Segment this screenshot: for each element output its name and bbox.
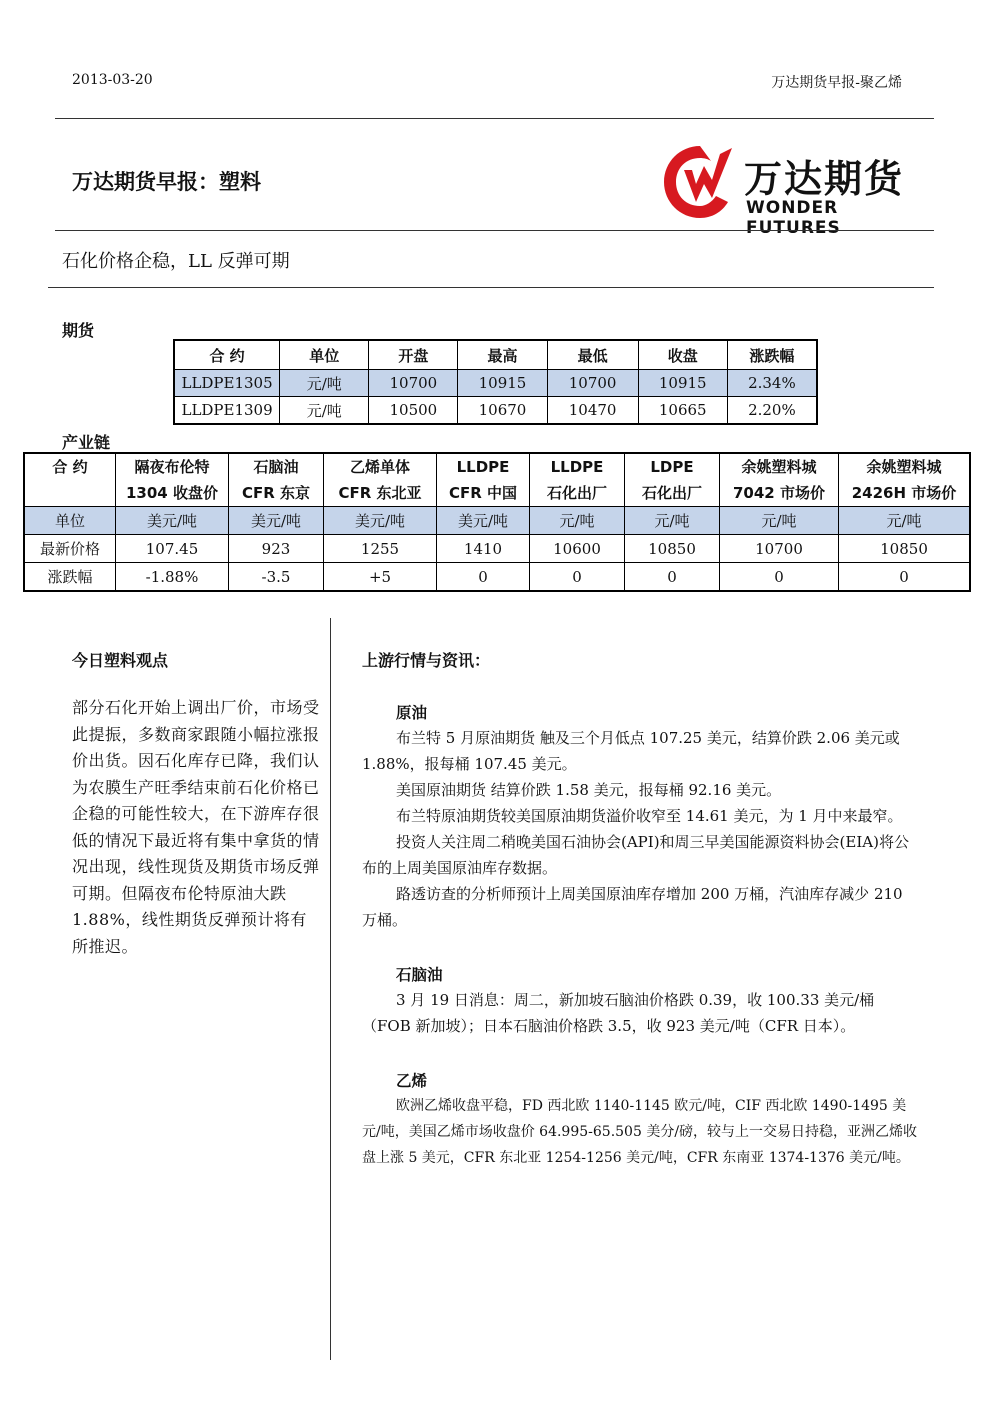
table-cell: 1410	[437, 535, 530, 563]
table-cell: 元/吨	[720, 507, 839, 535]
chain-table	[23, 452, 971, 592]
news-paragraph: 布兰特原油期货较美国原油期货溢价收窄至 14.61 美元，为 1 月中来最窄。	[396, 807, 903, 825]
table-cell: 元/吨	[280, 397, 369, 425]
table-cell: 1255	[324, 535, 437, 563]
chain-header-line: CFR 中国	[448, 484, 518, 502]
title-divider	[55, 230, 934, 231]
table-cell: 923	[229, 535, 324, 563]
chain-header-cell	[720, 453, 839, 507]
table-cell: 0	[530, 563, 625, 592]
table-cell: 美元/吨	[229, 507, 324, 535]
wonder-futures-logo-icon	[660, 140, 740, 220]
news-section-title: 石脑油	[396, 966, 443, 984]
chain-header-line: 石脑油	[253, 458, 299, 476]
table-cell: 10700	[547, 370, 638, 397]
report-header-title: 万达期货早报-聚乙烯	[771, 75, 902, 91]
futures-label: 期货	[62, 321, 95, 340]
table-row	[174, 370, 817, 397]
news-paragraph: 美国原油期货 结算价跌 1.58 美元，报每桶 92.16 美元。	[396, 781, 782, 799]
chain-header-line: 余姚塑料城	[741, 458, 817, 476]
chain-header-cell	[530, 453, 625, 507]
futures-header-cell: 单位	[280, 340, 369, 370]
news-paragraph: 布兰特 5 月原油期货 触及三个月低点 107.25 美元，结算价跌 2.06 美元或 1.88%，报每桶 107.45 美元。	[362, 729, 900, 773]
futures-header-cell: 最低	[547, 340, 638, 370]
chain-header-line: CFR 东京	[241, 484, 311, 502]
table-cell: +5	[324, 563, 437, 592]
table-cell: 10700	[720, 535, 839, 563]
futures-header-cell: 收盘	[638, 340, 727, 370]
table-cell: 最新价格	[24, 535, 116, 563]
futures-header-row	[174, 340, 817, 370]
chain-header-cell	[116, 453, 229, 507]
table-cell: 元/吨	[280, 370, 369, 397]
table-row	[24, 535, 970, 563]
chain-header-cell	[437, 453, 530, 507]
table-cell: 10850	[625, 535, 720, 563]
futures-table	[173, 339, 818, 425]
futures-header-cell: 最高	[458, 340, 547, 370]
table-cell: 涨跌幅	[24, 563, 116, 592]
table-row	[174, 397, 817, 425]
table-cell: LLDPE1305	[174, 370, 280, 397]
table-cell: 0	[720, 563, 839, 592]
chain-header-line: 2426H 市场价	[851, 484, 957, 502]
view-heading: 今日塑料观点	[72, 651, 169, 670]
chain-header-line: 石化出厂	[546, 484, 607, 502]
chain-label: 产业链	[62, 433, 111, 452]
table-cell: 美元/吨	[116, 507, 229, 535]
news-section	[362, 648, 922, 1171]
report-date: 2013-03-20	[72, 72, 153, 88]
table-cell: 2.20%	[727, 397, 817, 425]
chain-header-line: CFR 东北亚	[338, 484, 422, 502]
subtitle-divider	[48, 287, 934, 288]
chain-header-line: 石化出厂	[641, 484, 702, 502]
futures-header-cell: 开盘	[369, 340, 458, 370]
table-cell: 10470	[547, 397, 638, 425]
table-cell: 0	[437, 563, 530, 592]
chain-header-line: LDPE	[650, 458, 694, 476]
chain-header-row	[24, 453, 970, 507]
chain-header-cell	[24, 453, 116, 507]
news-section-title: 乙烯	[396, 1072, 428, 1090]
news-paragraph: 投资人关注周二稍晚美国石油协会(API)和周三早美国能源资料协会(EIA)将公布的上周美国原油库存数据。	[362, 833, 909, 877]
chain-header-line: LLDPE	[550, 458, 604, 476]
chain-header-cell	[229, 453, 324, 507]
table-cell: 元/吨	[625, 507, 720, 535]
chain-header-cell	[839, 453, 971, 507]
table-cell: -3.5	[229, 563, 324, 592]
futures-header-cell: 合 约	[174, 340, 280, 370]
table-cell: 10915	[638, 370, 727, 397]
table-row	[24, 563, 970, 592]
news-paragraph: 3 月 19 日消息：周二，新加坡石脑油价格跌 0.39，收 100.33 美元/桶（FOB 新加坡）；日本石脑油价格跌 3.5，收 923 美元/吨（CFR 日本）。	[362, 991, 875, 1035]
chain-header-line: 合 约	[52, 458, 88, 476]
table-cell: 2.34%	[727, 370, 817, 397]
table-cell: LLDPE1309	[174, 397, 280, 425]
table-cell: 10665	[638, 397, 727, 425]
company-logo	[660, 140, 932, 238]
news-paragraph: 路透访查的分析师预计上周美国原油库存增加 200 万桶，汽油库存减少 210 万桶。	[362, 885, 903, 929]
chain-header-line: 隔夜布伦特	[134, 458, 210, 476]
report-subtitle: 石化价格企稳，LL 反弹可期	[62, 251, 290, 272]
table-cell: 10850	[839, 535, 971, 563]
table-cell: 美元/吨	[324, 507, 437, 535]
table-cell: 10600	[530, 535, 625, 563]
table-cell: 10915	[458, 370, 547, 397]
chain-header-line: LLDPE	[456, 458, 510, 476]
view-text: 部分石化开始上调出厂价，市场受此提振，多数商家跟随小幅拉涨报价出货。因石化库存已降，我们认为农膜生产旺季结束前石化价格已企稳的可能性较大，在下游库存很低的情况下最近将有集中拿货的情况出现，线性现货及期货市场反弹可期。但隔夜布伦特原油大跌 1.88%，线性期货反弹预计将有所推迟。	[72, 698, 320, 956]
column-divider	[330, 618, 331, 1360]
table-row	[24, 507, 970, 535]
table-cell: 10500	[369, 397, 458, 425]
report-title: 万达期货早报：塑料	[72, 170, 261, 194]
chain-header-line: 余姚塑料城	[866, 458, 942, 476]
table-cell: 10670	[458, 397, 547, 425]
news-paragraph: 欧洲乙烯收盘平稳，FD 西北欧 1140-1145 欧元/吨，CIF 西北欧 1490-1495 美元/吨，美国乙烯市场收盘价 64.995-65.505 美分/磅，较与上一交易日持稳，亚洲乙烯收盘上涨 5 美元，CFR 东北亚 1254-1256 美元/吨，CFR 东南亚 1374-1376 美元/吨。	[362, 1098, 918, 1166]
header-divider	[55, 118, 934, 119]
logo-english-text: WONDER FUTURES	[746, 198, 841, 238]
table-cell: 0	[839, 563, 971, 592]
table-cell: 10700	[369, 370, 458, 397]
chain-header-cell	[324, 453, 437, 507]
news-section-title: 原油	[396, 704, 428, 722]
futures-header-cell: 涨跌幅	[727, 340, 817, 370]
chain-header-line: 7042 市场价	[733, 484, 825, 502]
table-cell: 元/吨	[839, 507, 971, 535]
table-cell: 单位	[24, 507, 116, 535]
table-cell: 元/吨	[530, 507, 625, 535]
chain-header-cell	[625, 453, 720, 507]
table-cell: 107.45	[116, 535, 229, 563]
table-cell: -1.88%	[116, 563, 229, 592]
logo-chinese-text: 万达期货	[744, 157, 905, 201]
news-heading: 上游行情与资讯：	[362, 651, 491, 670]
chain-header-line: 乙烯单体	[349, 458, 410, 476]
view-section	[72, 648, 322, 960]
table-cell: 美元/吨	[437, 507, 530, 535]
table-cell: 0	[625, 563, 720, 592]
chain-header-line: 1304 收盘价	[126, 484, 218, 502]
